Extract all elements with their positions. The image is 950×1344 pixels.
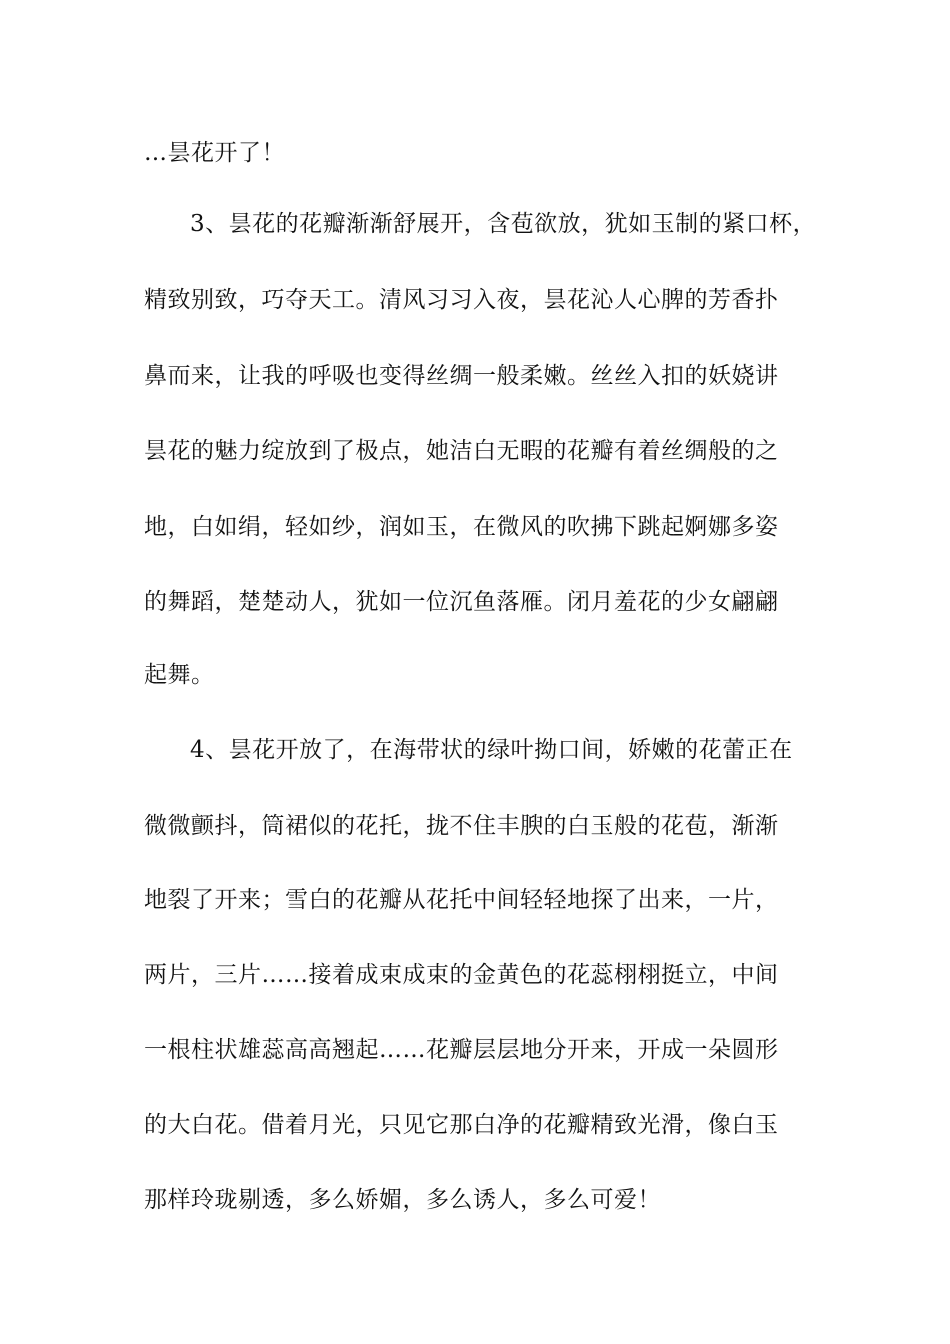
paragraph-3-first-line: 3、昙花的花瓣渐渐舒展开，含苞欲放，犹如玉制的紧口杯， [190,211,817,237]
text-line: 地，白如绢，轻如纱，润如玉，在微风的吹拂下跳起婀娜多姿 [144,514,779,540]
text-line: 一根柱状雄蕊高高翘起……花瓣层层地分开来，开成一朵圆形 [144,1037,779,1063]
text-line: 鼻而来，让我的呼吸也变得丝绸一般柔嫩。丝丝入扣的妖娆讲 [144,363,779,389]
text-line: 的舞蹈，楚楚动人，犹如一位沉鱼落雁。闭月羞花的少女翩翩 [144,589,779,615]
text-line: 微微颤抖，筒裙似的花托，拢不住丰腴的白玉般的花苞，渐渐 [144,813,779,839]
text-line: 的大白花。借着月光，只见它那白净的花瓣精致光滑，像白玉 [144,1112,779,1138]
text-line: 昙花的魅力绽放到了极点，她洁白无暇的花瓣有着丝绸般的之 [144,438,779,464]
text-line: 地裂了开来；雪白的花瓣从花托中间轻轻地探了出来，一片， [144,887,779,913]
text-line: 那样玲珑剔透，多么娇媚，多么诱人，多么可爱！ [144,1187,661,1213]
text-line: 起舞。 [144,662,215,688]
paragraph-4-first-line: 4、昙花开放了，在海带状的绿叶拗口间，娇嫩的花蕾正在 [190,737,793,763]
text-line: 精致别致，巧夺天工。清风习习入夜，昙花沁人心脾的芳香扑 [144,287,779,313]
text-line: 两片，三片……接着成束成束的金黄色的花蕊栩栩挺立，中间 [144,962,779,988]
text-line: …昙花开了！ [144,140,285,166]
